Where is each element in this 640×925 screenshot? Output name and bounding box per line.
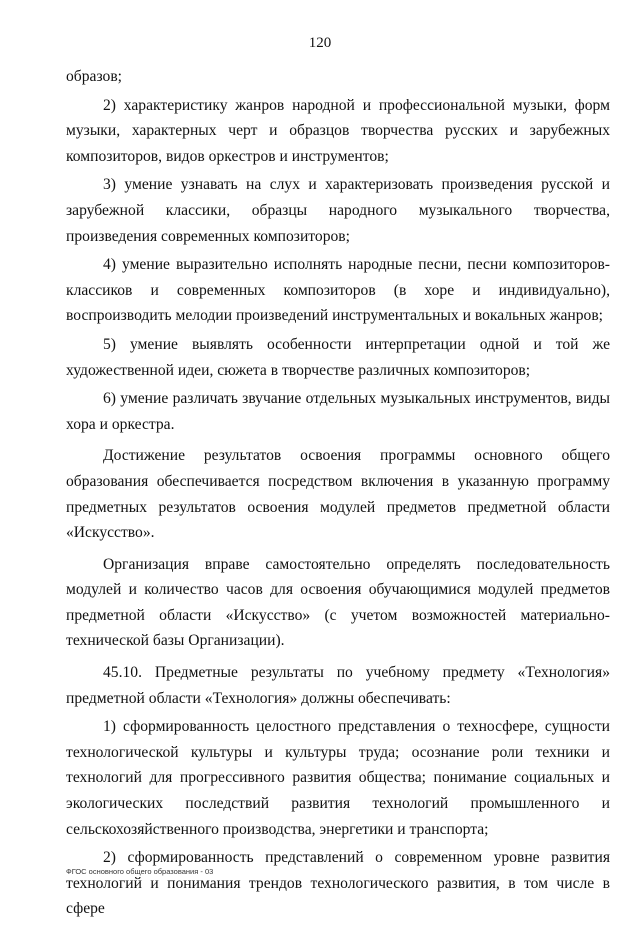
paragraph-technology-item-1: 1) сформированность целостного представления о техносфере, сущности технологической культуры и культуры труда; осознание роли техники и технологий для прогрессивного развития общества; понимание социальных и экологических последствий развития технологий промышленного и сельскохозяйственного производства, энергетики и транспорта; bbox=[66, 718, 610, 838]
paragraph-item-3: 3) умение узнавать на слух и характеризовать произведения русской и зарубежной классики, образцы народного музыкального творчества, произведения современных композиторов; bbox=[66, 176, 610, 245]
document-body bbox=[66, 64, 610, 925]
paragraph-item-4: 4) умение выразительно исполнять народные песни, песни композиторов-классиков и современных композиторов (в хоре и индивидуально), воспроизводить мелодии произведений инструментальных и вокальных жанров; bbox=[66, 256, 610, 325]
page-number: 120 bbox=[308, 35, 332, 51]
paragraph-continuation: образов; bbox=[66, 68, 123, 85]
paragraph-section-45-10: 45.10. Предметные результаты по учебному предмету «Технология» предметной области «Технология» должны обеспечивать: bbox=[66, 664, 610, 707]
page-footer: ФГОС основного общего образования - 03 bbox=[66, 867, 214, 876]
paragraph-item-2: 2) характеристику жанров народной и профессиональной музыки, форм музыки, характерных черт и образцов творчества русских и зарубежных композиторов, видов оркестров и инструментов; bbox=[66, 96, 610, 165]
paragraph-organization-rights: Организация вправе самостоятельно определять последовательность модулей и количество часов для освоения обучающимися модулей предметов предметной области «Искусство» (с учетом возможностей материально-технической базы Организации). bbox=[66, 555, 610, 650]
paragraph-item-5: 5) умение выявлять особенности интерпретации одной и той же художественной идеи, сюжета в творчестве различных композиторов; bbox=[66, 335, 610, 379]
paragraph-technology-item-2: 2) сформированность представлений о современном уровне развития технологий и понимания трендов технологического развития, в том числе в сфере bbox=[66, 849, 610, 918]
paragraph-results-achievement: Достижение результатов освоения программы основного общего образования обеспечивается посредством включения в указанную программу предметных результатов освоения модулей предметов предметной области «Искусство». bbox=[66, 447, 610, 542]
paragraph-item-6: 6) умение различать звучание отдельных музыкальных инструментов, виды хора и оркестра. bbox=[66, 390, 610, 433]
